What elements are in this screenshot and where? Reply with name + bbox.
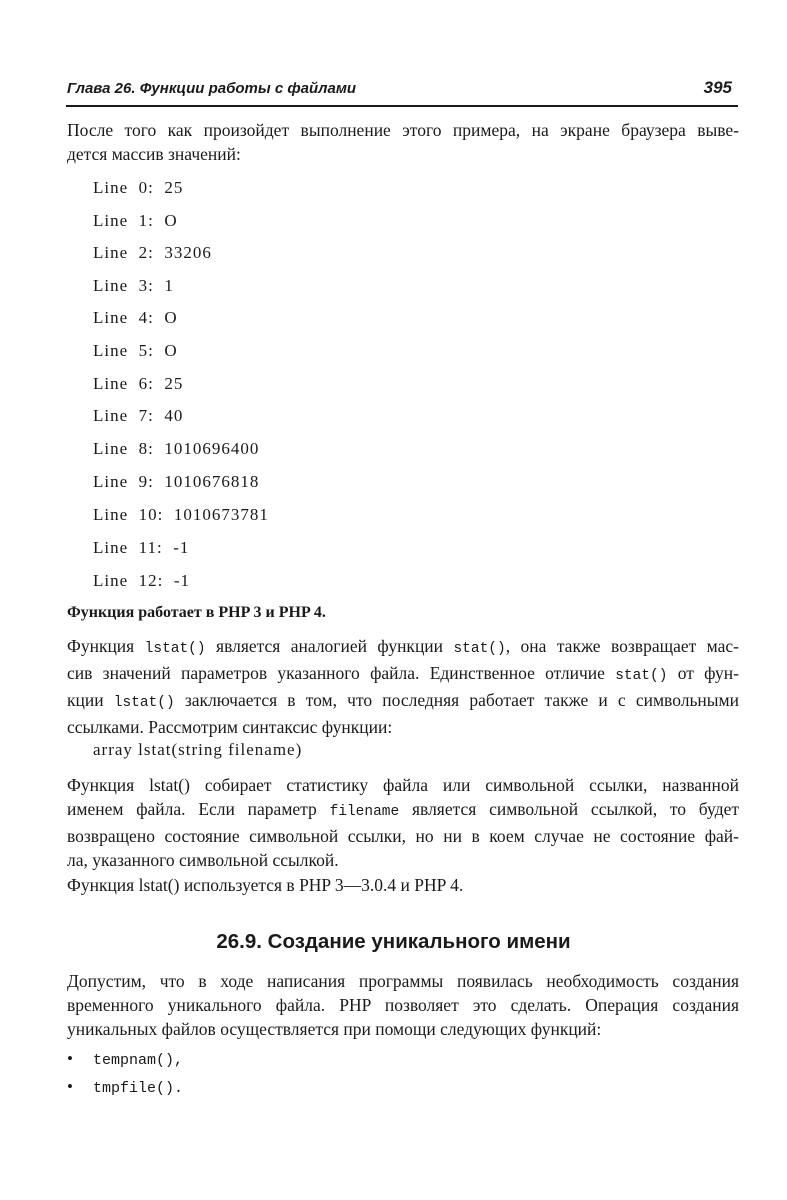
section-line-3: уникальных файлов осуществляется при помощи следующих функций: <box>67 1019 602 1039</box>
text-run: заключается в том, что последняя работает также и с символьными <box>174 690 739 710</box>
output-line: Line 12: -1 <box>93 571 191 590</box>
output-line: Line 3: 1 <box>93 276 174 295</box>
output-line: Line 4: O <box>93 308 178 327</box>
code-lstat: lstat() <box>149 775 190 795</box>
lstat-desc-line-4: ла, указанного символьной ссылкой. <box>67 850 339 870</box>
lstat-usage-paragraph <box>67 873 739 897</box>
text-run: от фун- <box>667 663 739 683</box>
text-run: , она также возвращает мас- <box>505 636 740 656</box>
text-run: Функция <box>67 775 150 795</box>
intro-line-1: После того как произойдет выполнение этого примера, на экране браузера выве- <box>67 120 739 140</box>
lstat-intro-line-3 <box>67 688 739 715</box>
code-stat: stat() <box>453 641 506 657</box>
code-tmpfile: tmpfile(). <box>93 1080 184 1097</box>
section-heading: 26.9. Создание уникального имени <box>216 930 571 953</box>
lstat-intro-paragraph <box>67 634 739 739</box>
output-line: Line 10: 1010673781 <box>93 505 269 524</box>
code-stat: stat() <box>615 668 668 684</box>
section-paragraph <box>67 969 739 1041</box>
section-line-2: временного уникального файла. PHP позволяет это сделать. Операция создания <box>67 995 739 1015</box>
output-line: Line 6: 25 <box>93 374 184 393</box>
text-run: сив значений параметров указанного файла. Единственное отличие <box>67 663 616 683</box>
text-run: является аналогией функции <box>205 636 454 656</box>
text-run: собирает статистику файла или символьной ссылки, названной <box>189 775 739 795</box>
intro-paragraph <box>67 118 739 166</box>
code-tempnam: tempnam(), <box>93 1052 184 1069</box>
list-item <box>67 1077 183 1097</box>
chapter-title: Глава 26. Функции работы с файлами <box>67 80 357 97</box>
list-item <box>67 1049 183 1069</box>
output-line: Line 8: 1010696400 <box>93 439 260 458</box>
text-run: именем файла. Если параметр <box>67 799 330 819</box>
bullet-icon: • <box>67 1049 73 1068</box>
text-run: Функция <box>67 636 145 656</box>
output-line: Line 9: 1010676818 <box>93 472 260 491</box>
output-line: Line 7: 40 <box>93 406 184 425</box>
lstat-description-paragraph <box>67 773 739 872</box>
code-lstat: lstat() <box>144 641 206 657</box>
php-version-note: Функция работает в PHP 3 и PHP 4. <box>67 604 326 621</box>
text-run: кции <box>67 690 114 710</box>
output-line: Line 1: O <box>93 211 178 230</box>
lstat-intro-line-4: ссылками. Рассмотрим синтаксис функции: <box>67 717 393 737</box>
output-line: Line 5: O <box>93 341 178 360</box>
header-rule <box>66 105 738 107</box>
output-line: Line 0: 25 <box>93 178 184 197</box>
code-lstat: lstat() <box>113 695 175 711</box>
lstat-desc-line-3: возвращено состояние символьной ссылки, но ни в коем случае не состояние фай- <box>67 826 739 846</box>
code-filename: filename <box>329 804 400 820</box>
bullet-icon: • <box>67 1077 73 1096</box>
section-line-1: Допустим, что в ходе написания программы появилась необходимость создания <box>67 971 739 991</box>
output-line: Line 11: -1 <box>93 538 190 557</box>
lstat-desc-line-2 <box>67 797 739 824</box>
page-number: 395 <box>703 78 732 97</box>
lstat-intro-line-1 <box>67 634 739 661</box>
lstat-intro-line-2 <box>67 661 739 688</box>
text-run: используется в PHP 3—3.0.4 и PHP 4. <box>179 875 464 895</box>
code-lstat: lstat() <box>138 875 180 895</box>
text-run: является символьной ссылкой, то будет <box>399 799 740 819</box>
running-header <box>67 76 738 100</box>
output-line: Line 2: 33206 <box>93 243 212 262</box>
text-run: Функция <box>67 875 139 895</box>
lstat-usage-line <box>67 873 739 897</box>
intro-line-2: дется массив значений: <box>67 144 241 164</box>
syntax-line: array lstat(string filename) <box>93 740 303 759</box>
lstat-desc-line-1 <box>67 773 739 797</box>
